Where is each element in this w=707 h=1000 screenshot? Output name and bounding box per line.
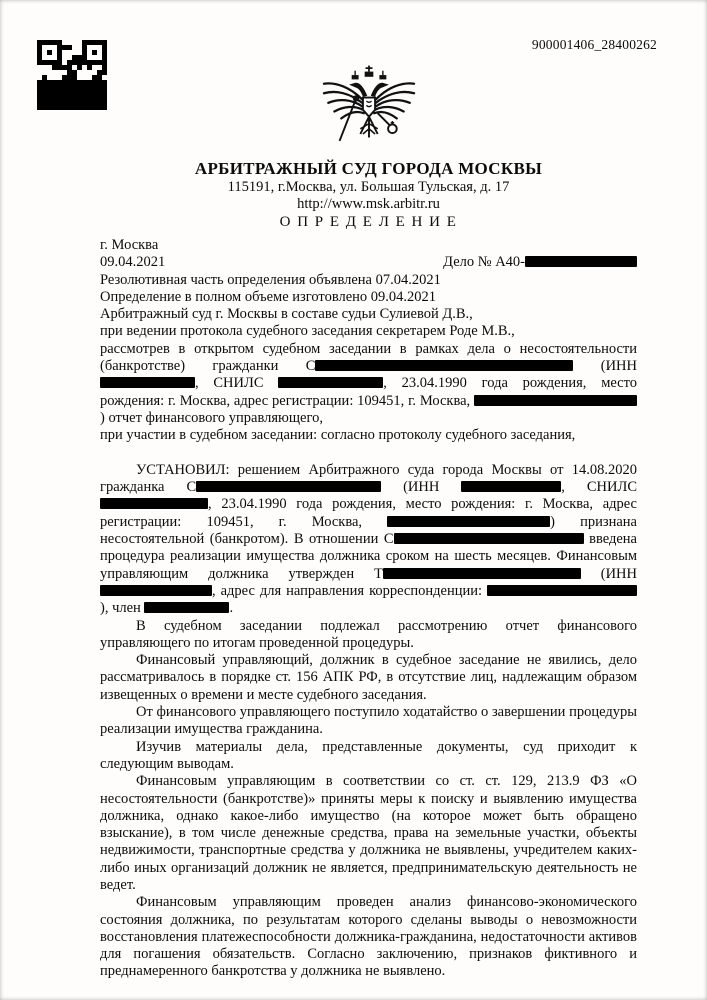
body-paragraph: Финансовым управляющим в соответствии со ст. ст. 129, 213.9 ФЗ «О несостоятельности (банкротстве)» приняты меры к поиску и выявлению имущества должника, однако какое-либо имущество (на которое может быть обращено взыскание), в том числе денежные средства, права на земельные участки, объекты недвижимости, транспортные средства у должника не выявлены, учредителем каких-либо иных организаций должник не является, предпринимательскую деятельность не ведет. (100, 773, 637, 893)
body-paragraph: Арбитражный суд г. Москвы в составе судьи Сулиевой Д.В., (100, 306, 473, 323)
redaction-bar (196, 481, 381, 492)
redaction-bar (461, 481, 561, 492)
redaction-bar (100, 585, 212, 596)
body-paragraph: УСТАНОВИЛ: решением Арбитражного суда города Москвы от 14.08.2020 гражданка С (ИНН , СНИЛС , 23.04.1990 года рождения, место рождения: г. Москва, адрес регистрации: 109451, г. Москва, ) признана несостоятельной (банкротом). В отношении С введена процедура реализации имущества должника сроком на шесть месяцев. Финансовым управляющим должника утвержден Т (ИНН , адрес для направления корреспонденции: ), член . (100, 461, 637, 617)
redaction-bar (278, 377, 383, 388)
redaction-bar (315, 360, 573, 371)
body-paragraph: при участии в судебном заседании: согласно протоколу судебного заседания, (100, 427, 576, 444)
body-paragraph: Определение в полном объеме изготовлено 09.04.2021 (100, 288, 437, 305)
document-column (100, 60, 637, 981)
body-paragraph: при ведении протокола судебного заседания секретарем Роде М.В., (100, 323, 515, 340)
body-paragraph: рассмотрев в открытом судебном заседании в рамках дела о несостоятельности (банкротстве) гражданки С (ИНН , СНИЛС , 23.04.1990 года рождения, место рождения: г. Москва, адрес регистрации: 109451, г. Москва, ) отчет финансового управляющего, (100, 340, 637, 426)
redaction-bar (487, 585, 637, 596)
redaction-bar (383, 568, 581, 579)
body-paragraph: Изучив материалы дела, представленные документы, суд приходит к следующим выводам. (100, 738, 637, 772)
date-case-row (100, 254, 637, 271)
redaction-bar (387, 516, 550, 527)
body-paragraph: От финансового управляющего поступило ходатайство о завершении процедуры реализации имущества гражданина. (100, 704, 637, 738)
case-number (443, 254, 637, 271)
body-paragraph: Финансовый управляющий, должник в судебное заседание не явились, дело рассматривалось в порядке ст. 156 АПК РФ, в отсутствие лиц, надлежащим образом извещенных о времени и месте судебного заседания. (100, 652, 637, 703)
case-number-prefix: Дело № А40- (443, 254, 525, 271)
body-paragraph: Резолютивная часть определения объявлена 07.04.2021 (100, 271, 441, 288)
redaction-bar (474, 395, 637, 406)
redaction-bar (394, 533, 584, 544)
court-name: АРБИТРАЖНЫЙ СУД ГОРОДА МОСКВЫ (194, 159, 543, 178)
body-paragraph: В судебном заседании подлежал рассмотрению отчет финансового управляющего по итогам проведенной процедуры. (100, 617, 637, 651)
city-label: г. Москва (100, 237, 159, 253)
redaction-bar (144, 602, 229, 613)
qr-code (37, 40, 107, 110)
coat-of-arms-icon (317, 60, 421, 156)
body-paragraph: Финансовым управляющим проведен анализ финансово-экономического состояния должника, по результатам которого сделаны выводы о невозможности восстановления платежеспособности должника-гражданина, недостаточности активов для погашения обязательств. Согласно заключению, признаков фиктивного и преднамеренного банкротства у должника не выявлено. (100, 894, 637, 980)
scan-document-id: 900001406_28400262 (531, 37, 657, 52)
decision-date: 09.04.2021 (100, 254, 166, 271)
document-type-title: О П Р Е Д Е Л Е Н И Е (279, 214, 458, 230)
court-address: 115191, г.Москва, ул. Большая Тульская, д. 17 (227, 179, 510, 195)
court-website: http://www.msk.arbitr.ru (297, 196, 440, 212)
case-number-redaction (525, 256, 637, 267)
redaction-bar (100, 498, 208, 509)
paragraph-spacer (100, 445, 637, 462)
document-body (100, 272, 637, 981)
redaction-bar (100, 377, 195, 388)
